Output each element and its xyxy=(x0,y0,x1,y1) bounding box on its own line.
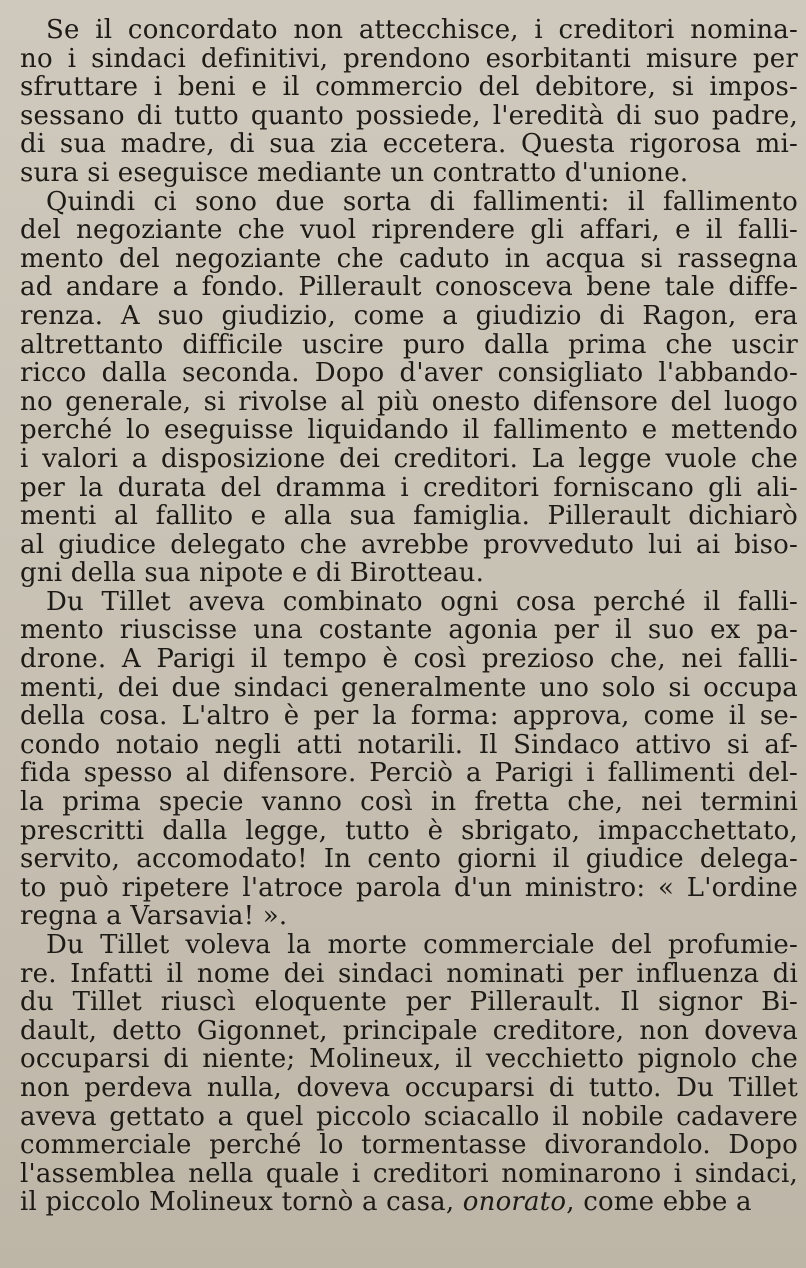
text-line: i valori a disposizione dei creditori. La legge vuole che xyxy=(20,444,798,474)
text-line: no generale, si rivolse al più onesto difensore del luogo xyxy=(20,387,798,417)
text-line: del negoziante che vuol riprendere gli affari, e il falli- xyxy=(20,216,798,245)
text-line: re. Infatti il nome dei sindaci nominati per influenza di xyxy=(20,959,798,989)
text-line: Du Tillet voleva la morte commerciale del profumie- xyxy=(46,931,798,960)
text-line: renza. A suo giudizio, come a giudizio di Ragon, era xyxy=(20,301,798,331)
text-line: commerciale perché lo tormentasse divorandolo. Dopo xyxy=(20,1131,798,1160)
text-line: ricco dalla seconda. Dopo d'aver consigliato l'abbando- xyxy=(20,359,798,388)
text-line: della cosa. L'altro è per la forma: approva, come il se- xyxy=(20,702,798,731)
text-line: l'assemblea nella quale i creditori nominarono i sindaci, xyxy=(20,1159,798,1189)
text-line: sura si eseguisce mediante un contratto d'unione. xyxy=(20,158,689,188)
text-line: to può ripetere l'atroce parola d'un ministro: « L'ordine xyxy=(20,873,798,903)
text-line: du Tillet riuscì eloquente per Pillerault. Il signor Bi- xyxy=(20,988,798,1017)
text-line: altrettanto difficile uscire puro dalla prima che uscir xyxy=(20,330,798,360)
italic-word: onorato xyxy=(462,1188,567,1217)
text-line: di sua madre, di sua zia eccetera. Questa rigorosa mi- xyxy=(20,130,798,159)
text-line: sessano di tutto quanto possiede, l'eredità di suo padre, xyxy=(20,101,798,131)
text-line: condo notaio negli atti notarili. Il Sindaco attivo si af- xyxy=(20,730,798,760)
text-line: dault, detto Gigonnet, principale creditore, non doveva xyxy=(20,1016,798,1046)
paragraph-3 xyxy=(20,588,798,931)
text-line: aveva gettato a quel piccolo sciacallo il nobile cadavere xyxy=(20,1102,798,1132)
text-body xyxy=(20,16,798,1217)
text-line: mento del negoziante che caduto in acqua si rassegna xyxy=(20,244,798,274)
text-line: il piccolo Molineux tornò a casa, onorato, come ebbe a xyxy=(20,1188,752,1217)
text-line: non perdeva nulla, doveva occuparsi di tutto. Du Tillet xyxy=(20,1073,798,1103)
text-line: la prima specie vanno così in fretta che, nei termini xyxy=(20,788,798,817)
text-line: servito, accomodato! In cento giorni il giudice delega- xyxy=(20,845,798,874)
paragraph-2 xyxy=(20,188,798,588)
paragraph-1 xyxy=(20,16,798,188)
text-line: menti, dei due sindaci generalmente uno solo si occupa xyxy=(20,673,798,703)
text-line: ad andare a fondo. Pillerault conosceva bene tale diffe- xyxy=(20,273,798,302)
text-line: no i sindaci definitivi, prendono esorbitanti misure per xyxy=(20,44,798,74)
paragraph-4 xyxy=(20,931,798,1217)
text-line: occuparsi di niente; Molineux, il vecchietto pignolo che xyxy=(20,1045,798,1074)
text-line: per la durata del dramma i creditori forniscano gli ali- xyxy=(20,473,798,503)
text-line: al giudice delegato che avrebbe provveduto lui ai biso- xyxy=(20,530,798,560)
text-line: prescritti dalla legge, tutto è sbrigato, impacchettato, xyxy=(20,816,798,846)
text-line: gni della sua nipote e di Birotteau. xyxy=(20,559,485,588)
text-line: regna a Varsavia! ». xyxy=(20,902,288,931)
text-line: drone. A Parigi il tempo è così prezioso che, nei falli- xyxy=(20,645,798,674)
text-line: Quindi ci sono due sorta di fallimenti: il fallimento xyxy=(46,187,798,217)
text-line: sfruttare i beni e il commercio del debitore, si impos- xyxy=(20,73,798,102)
text-line: Se il concordato non attecchisce, i creditori nomina- xyxy=(46,16,798,45)
text-line: fida spesso al difensore. Perciò a Parigi i fallimenti del- xyxy=(20,759,798,789)
text-line: Du Tillet aveva combinato ogni cosa perché il falli- xyxy=(46,587,798,617)
text-line: menti al fallito e alla sua famiglia. Pillerault dichiarò xyxy=(20,502,798,531)
text-line: perché lo eseguisse liquidando il fallimento e mettendo xyxy=(20,416,798,445)
text-line: mento riuscisse una costante agonia per il suo ex pa- xyxy=(20,616,798,646)
